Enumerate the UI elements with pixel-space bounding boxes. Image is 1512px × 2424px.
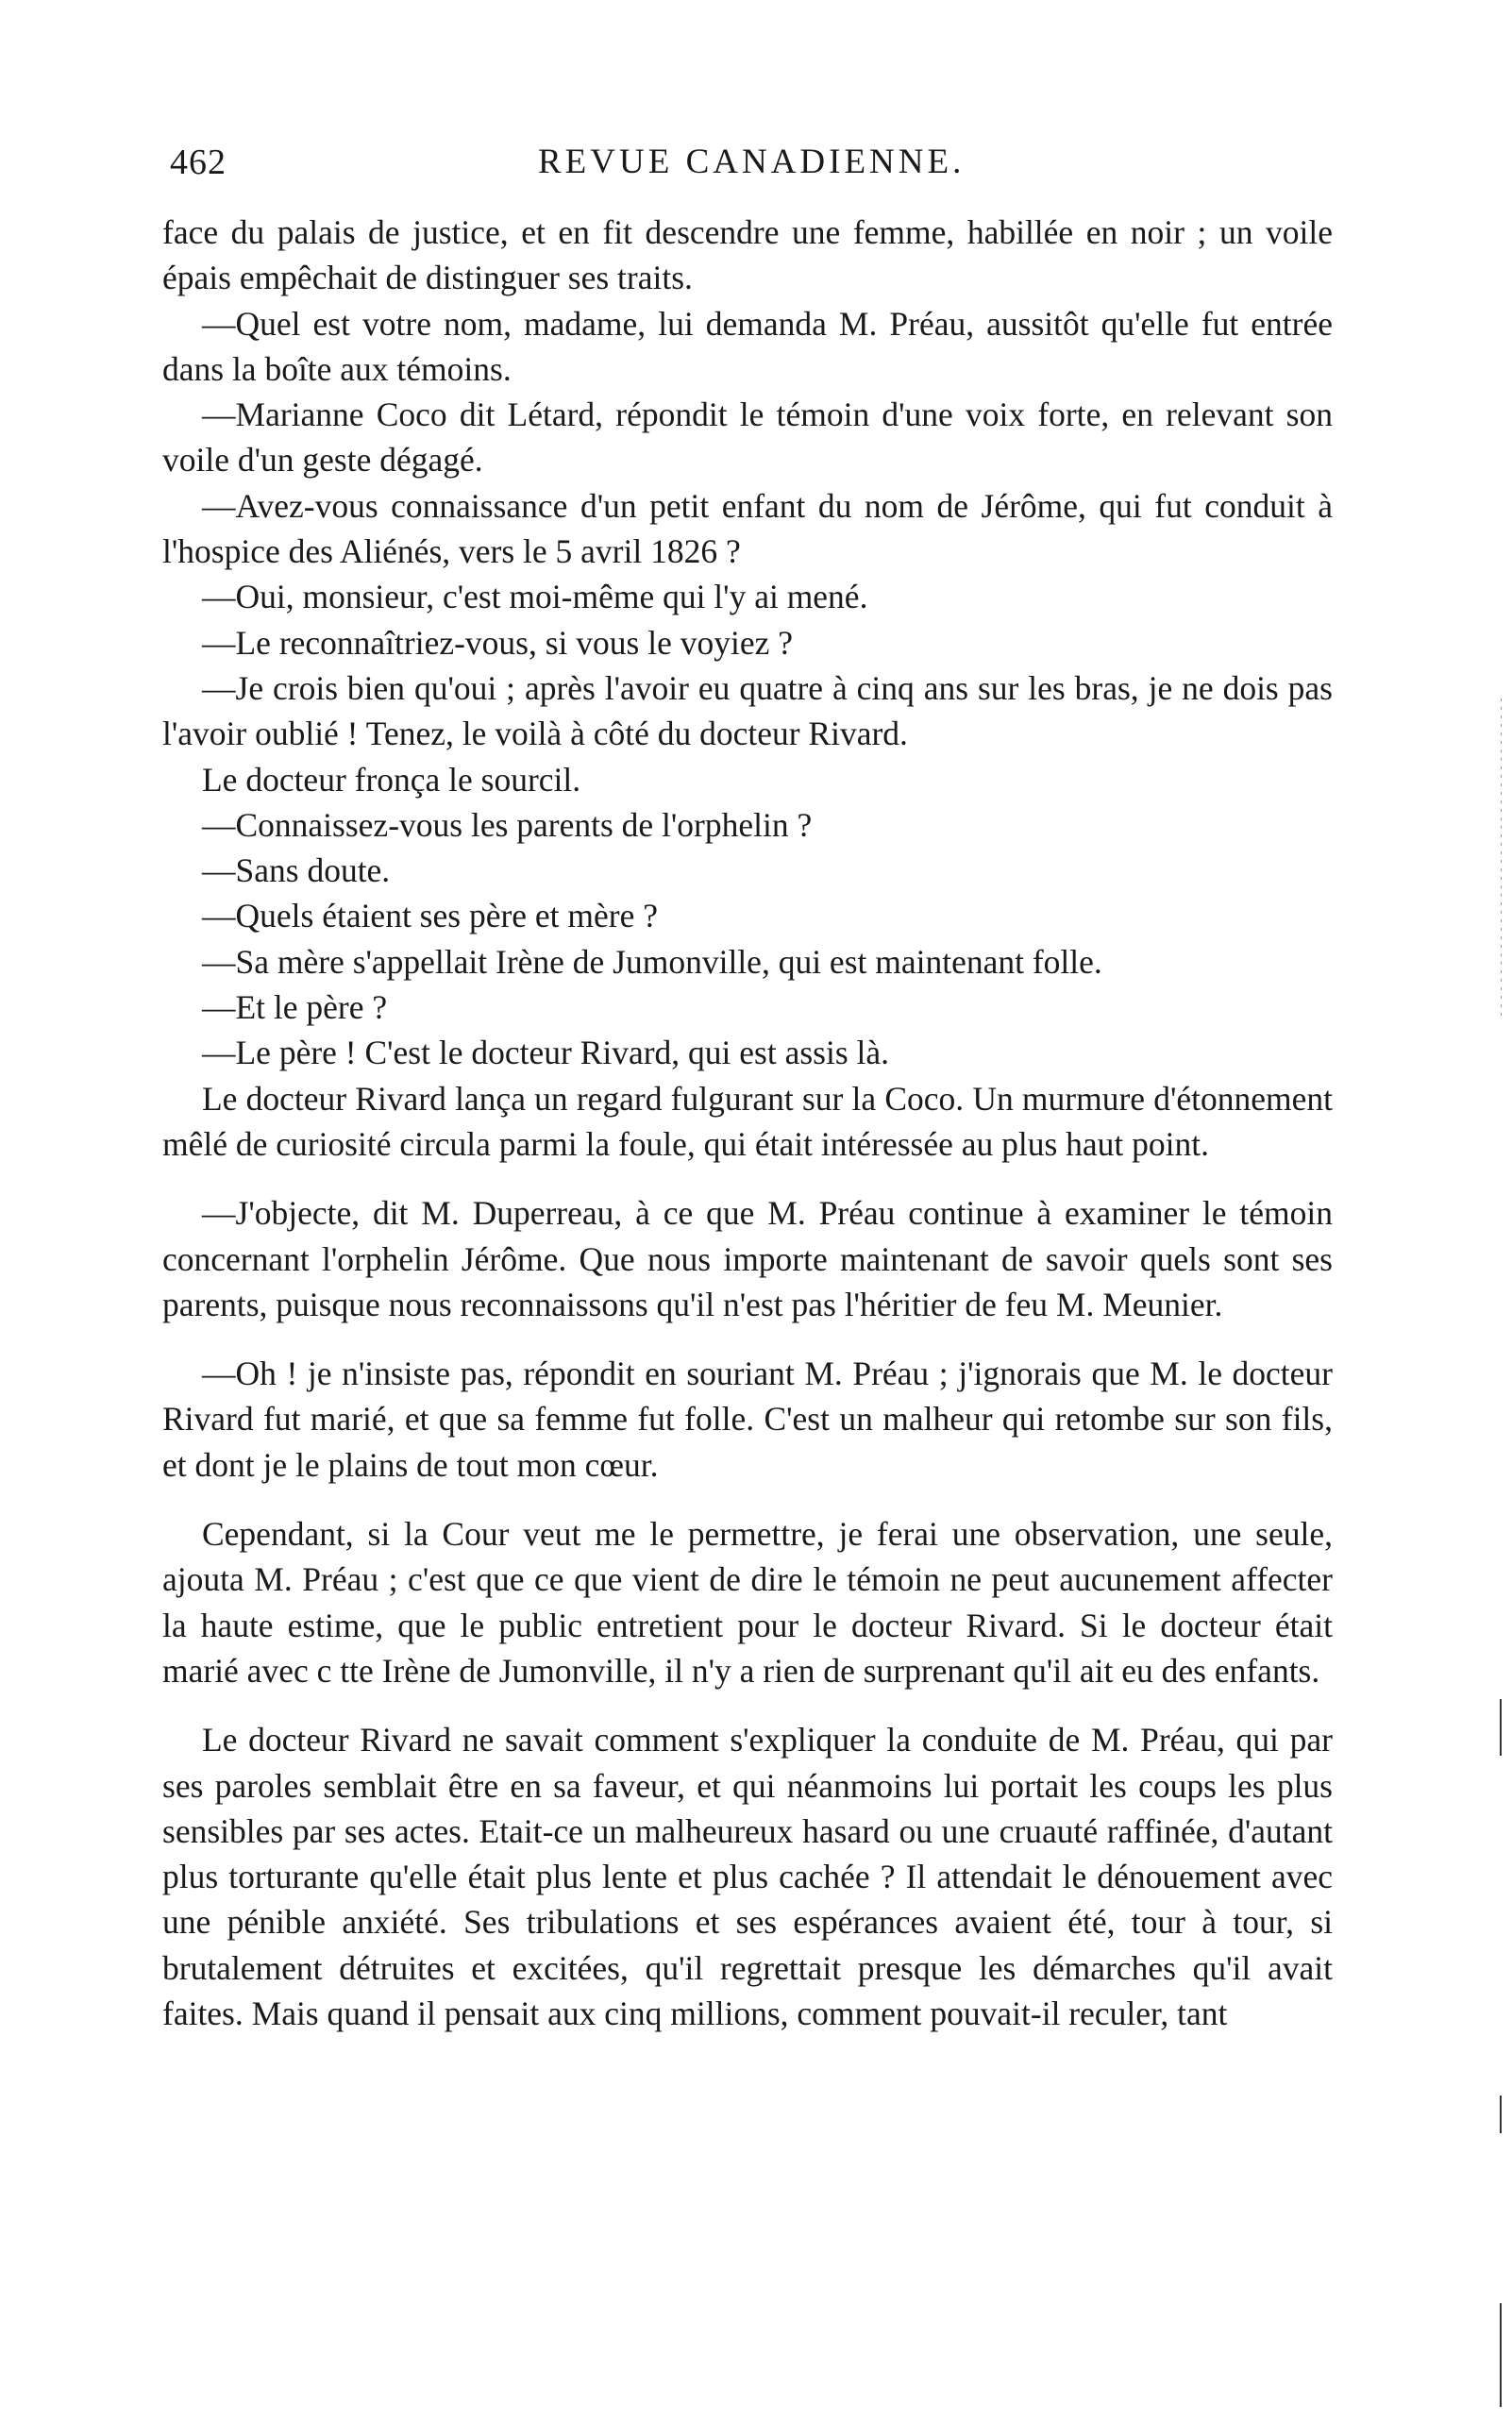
- page-number: 462: [170, 143, 227, 182]
- body-text: [162, 210, 1333, 2036]
- paragraph-7: —Je crois bien qu'oui ; après l'avoir eu quatre à cinq ans sur les bras, je ne dois pas l'avoir oublié ! Tenez, le voilà à côté du docteur Rivard.: [162, 668, 1333, 753]
- paragraph-5: —Oui, monsieur, c'est moi-même qui l'y ai mené.: [202, 578, 868, 616]
- scan-edge-line: [1500, 2303, 1502, 2407]
- paragraph-19: Le docteur Rivard ne savait comment s'expliquer la conduite de M. Préau, qui par ses paroles semblait être en sa faveur, et qui néanmoins lui portait les coups les plus sensibles par ses actes. Etait-ce un malheureux hasard ou une cruauté raffinée, d'autant plus torturante qu'elle était plus lente et plus cachée ? Il attendait le dénouement avec une pénible anxiété. Ses tribulations et ses espérances avaient été, tour à tour, si brutalement détruites et excitées, qu'il regrettait presque les démarches qu'il avait faites. Mais quand il pensait aux cinq millions, comment pouvait-il reculer, tant: [162, 1721, 1333, 2032]
- paragraph-12: —Sa mère s'appellait Irène de Jumonville, qui est maintenant folle.: [202, 942, 1102, 981]
- paragraph-8: Le docteur fronça le sourcil.: [202, 760, 581, 799]
- scan-edge-line: [1500, 1699, 1502, 1756]
- paragraph-10: —Sans doute.: [202, 851, 391, 890]
- paragraph-13: —Et le père ?: [202, 988, 388, 1027]
- paragraph-16: —J'objecte, dit M. Duperreau, à ce que M. Préau continue à examiner le témoin concernant l'orphelin Jérôme. Que nous importe maintenant de savoir quels sont ses parents, puisque nous reconnaissons qu'il n'est pas l'héritier de feu M. Meunier.: [162, 1194, 1333, 1323]
- scan-edge-marks: [1499, 699, 1504, 2416]
- paragraph-1: face du palais de justice, et en fit descendre une femme, habillée en noir ; un voile épais empêchait de distinguer ses traits.: [162, 213, 1333, 297]
- paragraph-9: —Connaissez-vous les parents de l'orphelin ?: [202, 805, 813, 844]
- scan-edge-dotted-line: [1501, 699, 1502, 1019]
- running-head: [170, 142, 1340, 198]
- paragraph-15: Le docteur Rivard lança un regard fulgurant sur la Coco. Un murmure d'étonnement mêlé de curiosité circula parmi la foule, qui était intéressée au plus haut point.: [162, 1079, 1333, 1163]
- paragraph-14: —Le père ! C'est le docteur Rivard, qui est assis là.: [202, 1034, 890, 1072]
- paragraph-3: —Marianne Coco dit Létard, répondit le témoin d'une voix forte, en relevant son voile d'un geste dégagé.: [162, 396, 1333, 480]
- paragraph-6: —Le reconnaîtriez-vous, si vous le voyiez ?: [202, 623, 793, 662]
- paragraph-17: —Oh ! je n'insiste pas, répondit en souriant M. Préau ; j'ignorais que M. le docteur Rivard fut marié, et que sa femme fut folle. C'est un malheur qui retombe sur son fils, et dont je le plains de tout mon cœur.: [162, 1355, 1333, 1484]
- scan-edge-line: [1500, 2096, 1502, 2133]
- paragraph-4: —Avez-vous connaissance d'un petit enfant du nom de Jérôme, qui fut conduit à l'hospice des Aliénés, vers le 5 avril 1826 ?: [162, 486, 1333, 571]
- paragraph-2: —Quel est votre nom, madame, lui demanda M. Préau, aussitôt qu'elle fut entrée dans la boîte aux témoins.: [162, 304, 1333, 388]
- journal-title: REVUE CANADIENNE.: [538, 143, 966, 181]
- paragraph-11: —Quels étaient ses père et mère ?: [202, 897, 658, 935]
- paragraph-18: Cependant, si la Cour veut me le permettre, je ferai une observation, une seule, ajouta M. Préau ; c'est que ce que vient de dire le témoin ne peut aucunement affecter la haute estime, que le public entretient pour le docteur Rivard. Si le docteur était marié avec c tte Irène de Jumonville, il n'y a rien de surprenant qu'il ait eu des enfants.: [162, 1515, 1333, 1690]
